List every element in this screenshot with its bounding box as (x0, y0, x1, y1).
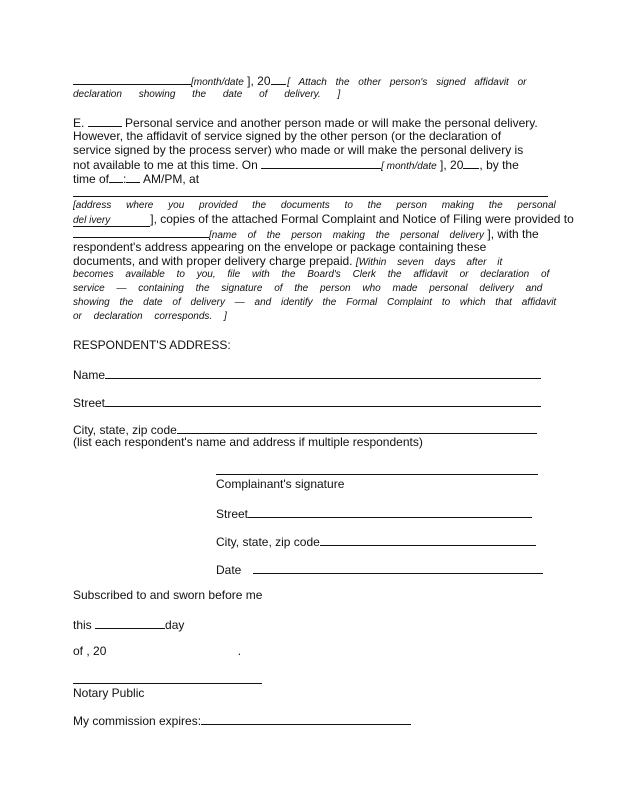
respondent-name-label: Name (73, 368, 106, 382)
delivery-year-blank[interactable] (463, 157, 479, 169)
section-e-line4-b: ], 20 (440, 158, 464, 172)
complainant-city-field[interactable] (320, 533, 536, 546)
complainant-street-row (216, 505, 532, 521)
section-e-text1: Personal service and another person made or will make the personal delivery. (125, 116, 538, 130)
section-e-line2: However, the affidavit of service signed by the other person (or the declaration of (73, 129, 502, 143)
attach-note-a: .[ Attach the other person's signed affidavit or (284, 77, 527, 88)
complainant-street-label: Street (216, 507, 249, 521)
signature-line[interactable] (216, 474, 538, 475)
complainant-date-label: Date (216, 563, 242, 577)
month-date-hint: [month/date (191, 77, 244, 88)
address-hint-i: or declaration corresponds. ] (73, 311, 227, 322)
respondent-name-row (73, 366, 541, 382)
address-hint-f: becomes available to you, file with the Board's Clerk the affidavit or declaration of (73, 269, 550, 280)
section-e-line5 (73, 171, 199, 186)
address-line-e-hint: [Within seven days after it (355, 257, 503, 268)
of-label: of (73, 644, 84, 658)
this-day-row (73, 616, 184, 632)
complainant-date-field[interactable] (253, 561, 543, 574)
section-e-line3: service signed by the process server) who made or will make the personal delivery is (73, 143, 524, 157)
complainant-signature-label: Complainant's signature (216, 477, 345, 491)
minute-blank[interactable] (126, 171, 140, 183)
complainant-city-row (216, 533, 536, 549)
complainant-city-label: City, state, zip code (216, 535, 320, 549)
address-text-b: ], copies of the attached Formal Complaint and Notice of Filing were provided to (150, 212, 574, 226)
day-label: day (165, 618, 185, 632)
address-hint-a-text: [address where you provided the documents to the person making the personal (73, 200, 556, 211)
address-line-e-text: documents, and with proper delivery charge prepaid. (73, 254, 353, 268)
month-date-blank[interactable] (73, 73, 191, 85)
period-mark: . (237, 644, 242, 658)
person-name-blank[interactable] (73, 226, 209, 238)
section-e-line4-a: not available to me at this time. On (73, 158, 258, 172)
am-pm-at-label: AM/PM, at (143, 172, 200, 186)
commission-label: My commission expires: (73, 714, 202, 728)
complainant-date-row (216, 561, 543, 577)
respondent-street-row (73, 394, 541, 410)
address-rule[interactable] (73, 196, 548, 197)
notary-public-label: Notary Public (73, 686, 145, 700)
year-label: , 20 (86, 644, 107, 658)
delivery-date-blank[interactable] (261, 157, 381, 169)
address-hint-a (73, 199, 556, 213)
address-hint-h: showing the date of delivery — and identify the Formal Complaint to which that affidavit (73, 297, 557, 308)
year-blank[interactable] (271, 73, 285, 85)
year-text: ], 20 (247, 74, 271, 88)
section-e-label: E. (73, 116, 85, 130)
complainant-street-field[interactable] (248, 505, 532, 518)
this-label: this (73, 618, 92, 632)
respondent-heading: RESPONDENT'S ADDRESS: (73, 338, 231, 352)
section-e-line1 (73, 115, 538, 130)
day-field[interactable] (95, 616, 165, 629)
attach-note-b: declaration showing the date of delivery. ] (73, 89, 341, 100)
respondent-city-label: City, state, zip code (73, 423, 177, 437)
address-text-c: ], with the (487, 227, 539, 241)
time-of-label: time of (73, 172, 110, 186)
multiple-respondents-note: (list each respondent's name and address if multiple respondents) (73, 435, 423, 449)
respondent-street-field[interactable] (105, 394, 541, 407)
respondent-name-field[interactable] (105, 366, 541, 379)
section-e-check-blank[interactable] (88, 115, 122, 127)
notary-signature-line[interactable] (73, 683, 262, 684)
respondent-city-field[interactable] (177, 421, 537, 434)
month-date-hint-2: [ month/date (381, 161, 437, 172)
address-line-d: respondent's address appearing on the envelope or package containing these (73, 240, 487, 254)
commission-field[interactable] (201, 712, 411, 725)
address-hint-c: [name of the person making the personal delivery (209, 230, 485, 241)
time-colon: : (123, 172, 127, 186)
respondent-street-label: Street (73, 396, 106, 410)
subscribed-text: Subscribed to and sworn before me (73, 588, 263, 602)
of-year-row (73, 644, 241, 658)
commission-row (73, 712, 411, 728)
address-hint-g: service — containing the signature of the person who made personal delivery and (73, 283, 543, 294)
address-hint-b: del ivery (73, 215, 150, 227)
section-e-line4-c: , by the (479, 158, 519, 172)
hour-blank[interactable] (109, 171, 123, 183)
